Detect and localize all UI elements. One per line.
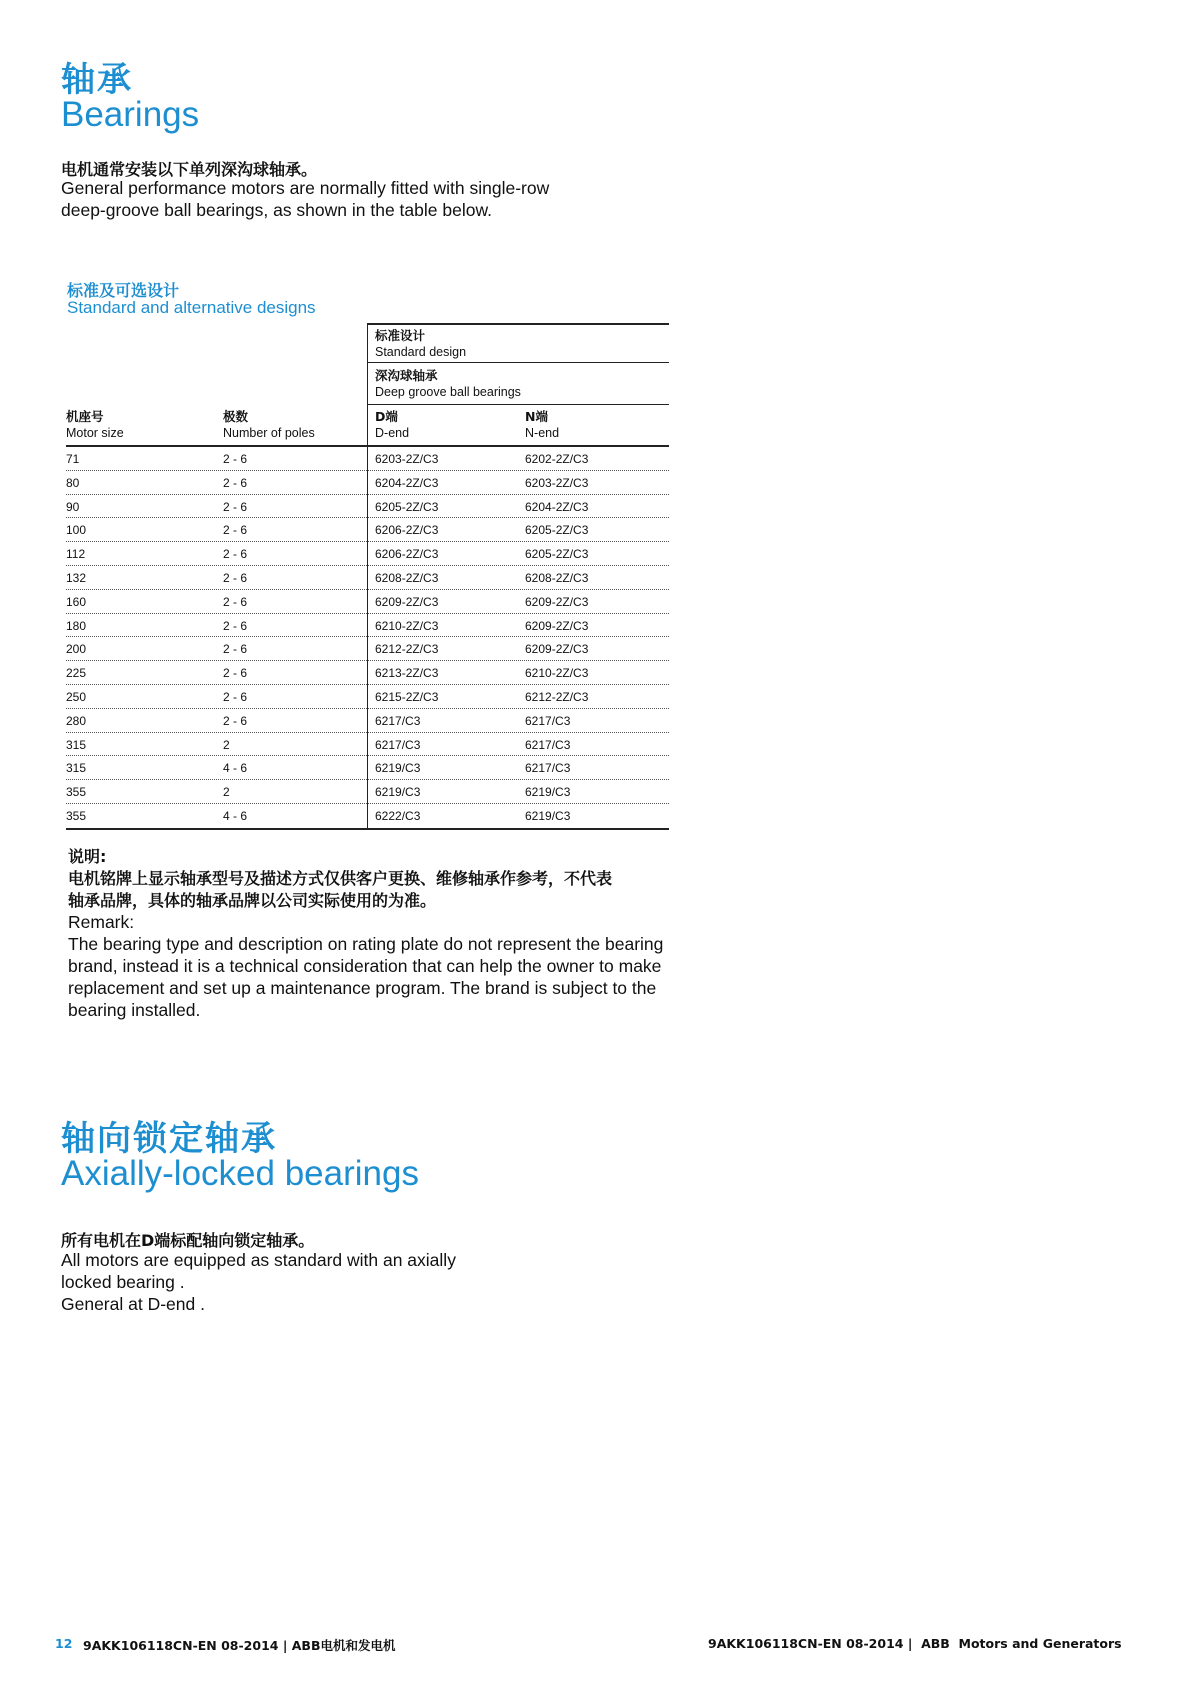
cell-motor-size: 355	[66, 785, 87, 800]
cell-poles: 2 - 6	[223, 666, 248, 681]
table-bottom-rule	[66, 828, 669, 830]
cell-motor-size: 160	[66, 594, 87, 609]
designs-subtitle-en: Standard and alternative designs	[67, 298, 316, 317]
cell-poles: 2 - 6	[223, 713, 248, 728]
cell-motor-size: 280	[66, 713, 87, 728]
table-row	[66, 661, 669, 685]
cell-n-end: 6208-2Z/C3	[525, 571, 589, 585]
cell-d-end: 6215-2Z/C3	[375, 690, 439, 704]
header-deep-cn: 深沟球轴承	[375, 368, 438, 383]
cell-d-end: 6205-2Z/C3	[375, 499, 439, 514]
cell-poles: 4 - 6	[223, 761, 248, 776]
header-motor-size-cn: 机座号	[66, 409, 104, 424]
table-body	[66, 447, 669, 829]
cell-d-end: 6213-2Z/C3	[375, 666, 439, 681]
cell-poles: 2	[223, 785, 230, 800]
cell-n-end: 6217/C3	[525, 737, 571, 752]
table-row	[66, 709, 669, 733]
cell-poles: 2 - 6	[223, 499, 248, 514]
cell-n-end: 6204-2Z/C3	[525, 499, 589, 514]
cell-n-end: 6219/C3	[525, 809, 571, 823]
cell-n-end: 6212-2Z/C3	[525, 690, 589, 704]
cell-n-end: 6217/C3	[525, 713, 571, 728]
table-row	[66, 542, 669, 566]
cell-d-end: 6206-2Z/C3	[375, 547, 439, 562]
table-row	[66, 518, 669, 542]
cell-poles: 2 - 6	[223, 475, 248, 490]
cell-poles: 2 - 6	[223, 642, 248, 657]
page-number: 12	[55, 1636, 73, 1651]
cell-motor-size: 250	[66, 690, 87, 704]
header-poles-cn: 极数	[223, 409, 249, 424]
cell-d-end: 6212-2Z/C3	[375, 642, 439, 657]
designs-subtitle-cn: 标准及可选设计	[67, 281, 180, 300]
cell-n-end: 6209-2Z/C3	[525, 618, 589, 633]
cell-motor-size: 71	[66, 452, 80, 466]
axial-text-en-2: locked bearing .	[61, 1272, 185, 1292]
cell-d-end: 6206-2Z/C3	[375, 523, 439, 538]
cell-poles: 2 - 6	[223, 571, 248, 585]
table-row	[66, 685, 669, 709]
cell-motor-size: 200	[66, 642, 87, 657]
cell-poles: 2 - 6	[223, 594, 248, 609]
header-mid-rule	[367, 362, 669, 363]
table-row	[66, 637, 669, 661]
cell-n-end: 6205-2Z/C3	[525, 547, 589, 562]
table-row	[66, 756, 669, 780]
header-poles-en: Number of poles	[223, 426, 315, 440]
footer-left: 9AKK106118CN-EN 08-2014 | ABB电机和发电机	[83, 1638, 396, 1653]
remark-text-en-2: brand, instead it is a technical consideration that can help the owner to make	[68, 956, 662, 976]
remark-text-en-3: replacement and set up a maintenance program. The brand is subject to the	[68, 978, 657, 998]
cell-n-end: 6209-2Z/C3	[525, 594, 589, 609]
table-row	[66, 614, 669, 638]
cell-d-end: 6210-2Z/C3	[375, 618, 439, 633]
bearings-title-cn: 轴承	[61, 60, 133, 100]
cell-motor-size: 225	[66, 666, 87, 681]
cell-d-end: 6222/C3	[375, 809, 421, 823]
cell-d-end: 6219/C3	[375, 785, 421, 800]
cell-d-end: 6204-2Z/C3	[375, 475, 439, 490]
header-n-end-en: N-end	[525, 426, 560, 440]
cell-n-end: 6217/C3	[525, 761, 571, 776]
header-deep-en: Deep groove ball bearings	[375, 385, 521, 399]
cell-n-end: 6219/C3	[525, 785, 571, 800]
axial-title-cn: 轴向锁定轴承	[61, 1119, 277, 1159]
table-row	[66, 780, 669, 804]
header-motor-size-en: Motor size	[66, 426, 124, 440]
table-row	[66, 566, 669, 590]
cell-d-end: 6208-2Z/C3	[375, 571, 439, 585]
header-n-end-cn: N端	[525, 409, 548, 424]
header-rule-2	[367, 404, 669, 405]
axial-title-en: Axially-locked bearings	[61, 1154, 419, 1193]
axial-text-en-1: All motors are equipped as standard with an axially	[61, 1250, 456, 1270]
cell-d-end: 6209-2Z/C3	[375, 594, 439, 609]
cell-poles: 4 - 6	[223, 809, 248, 823]
cell-d-end: 6217/C3	[375, 713, 421, 728]
cell-d-end: 6217/C3	[375, 737, 421, 752]
cell-motor-size: 132	[66, 571, 87, 585]
cell-motor-size: 90	[66, 499, 80, 514]
cell-motor-size: 112	[66, 547, 86, 562]
axial-intro-cn: 所有电机在D端标配轴向锁定轴承。	[61, 1231, 315, 1250]
cell-poles: 2	[223, 737, 230, 752]
cell-motor-size: 315	[66, 737, 87, 752]
cell-n-end: 6205-2Z/C3	[525, 523, 589, 538]
table-row	[66, 804, 669, 827]
remark-text-en-4: bearing installed.	[68, 1000, 201, 1020]
cell-poles: 2 - 6	[223, 690, 248, 704]
cell-n-end: 6203-2Z/C3	[525, 475, 589, 490]
bearings-intro-en-2: deep-groove ball bearings, as shown in the table below.	[61, 200, 492, 220]
remark-text-cn-1: 电机铭牌上显示轴承型号及描述方式仅供客户更换、维修轴承作参考，不代表	[68, 869, 613, 888]
cell-n-end: 6202-2Z/C3	[525, 452, 589, 466]
cell-d-end: 6203-2Z/C3	[375, 452, 439, 466]
table-row	[66, 447, 669, 471]
cell-n-end: 6210-2Z/C3	[525, 666, 589, 681]
cell-poles: 2 - 6	[223, 618, 248, 633]
table-row	[66, 733, 669, 757]
header-standard-cn: 标准设计	[375, 328, 426, 343]
cell-poles: 2 - 6	[223, 547, 248, 562]
header-d-end-en: D-end	[375, 426, 410, 440]
cell-poles: 2 - 6	[223, 452, 248, 466]
bearings-intro-cn: 电机通常安装以下单列深沟球轴承。	[61, 160, 318, 179]
cell-motor-size: 315	[66, 761, 87, 776]
cell-d-end: 6219/C3	[375, 761, 421, 776]
header-d-end-cn: D端	[375, 409, 398, 424]
table-row	[66, 495, 669, 519]
remark-label-cn: 说明:	[68, 847, 107, 866]
cell-motor-size: 80	[66, 475, 80, 490]
table-row	[66, 590, 669, 614]
cell-motor-size: 180	[66, 618, 87, 633]
remark-text-en-1: The bearing type and description on rating plate do not represent the bearing	[68, 934, 664, 954]
header-standard-en: Standard design	[375, 345, 467, 359]
header-top-rule	[367, 323, 669, 325]
cell-motor-size: 100	[66, 523, 87, 538]
footer-right: 9AKK106118CN-EN 08-2014 | ABB Motors and Generators	[708, 1636, 1122, 1651]
cell-n-end: 6209-2Z/C3	[525, 642, 589, 657]
cell-motor-size: 355	[66, 809, 87, 823]
axial-text-en-3: General at D-end .	[61, 1294, 205, 1314]
remark-text-cn-2: 轴承品牌，具体的轴承品牌以公司实际使用的为准。	[68, 891, 437, 910]
table-row	[66, 471, 669, 495]
cell-poles: 2 - 6	[223, 523, 248, 538]
bearings-intro-en-1: General performance motors are normally fitted with single-row	[61, 178, 550, 198]
bearings-title-en: Bearings	[61, 95, 200, 134]
remark-label-en: Remark:	[68, 912, 135, 932]
